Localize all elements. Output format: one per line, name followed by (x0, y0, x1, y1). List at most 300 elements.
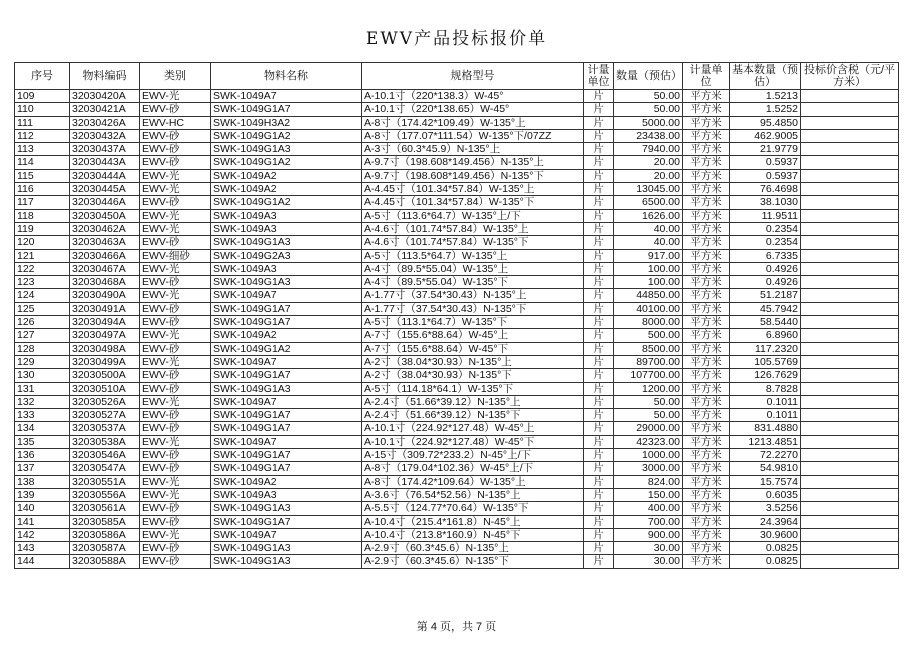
material-name-cell: SWK-1049A7 (211, 435, 362, 448)
measure-unit-cell: 平方米 (683, 422, 730, 435)
material-code-cell: 32030420A (70, 90, 140, 103)
spec-model-cell: A-7寸（155.6*88.64）W-45°上 (362, 329, 584, 342)
bid-price-cell (801, 302, 899, 315)
category-cell: EWV-砂 (140, 449, 211, 462)
category-cell: EWV-光 (140, 475, 211, 488)
measure-unit-cell: 平方米 (683, 488, 730, 501)
table-row (15, 342, 899, 355)
spec-model-cell: A-10.4寸（213.8*160.9）N-45°下 (362, 528, 584, 541)
header-cell: 规格型号 (362, 63, 584, 90)
row-index-cell: 115 (15, 169, 70, 182)
quantity-cell: 40.00 (614, 222, 683, 235)
spec-model-cell: A-4.6寸（101.74*57.84）W-135°上 (362, 222, 584, 235)
category-cell: EWV-砂 (140, 196, 211, 209)
category-cell: EWV-光 (140, 528, 211, 541)
row-index-cell: 133 (15, 409, 70, 422)
category-cell: EWV-光 (140, 289, 211, 302)
bid-price-cell (801, 395, 899, 408)
table-row (15, 382, 899, 395)
measure-unit-cell: 平方米 (683, 382, 730, 395)
spec-model-cell: A-8寸（174.42*109.49）W-135°上 (362, 116, 584, 129)
header-cell: 计量单位 (683, 63, 730, 90)
bid-price-cell (801, 462, 899, 475)
table-row (15, 355, 899, 368)
measure-unit-cell: 平方米 (683, 169, 730, 182)
category-cell: EWV-砂 (140, 276, 211, 289)
spec-model-cell: A-1.77寸（37.54*30.43）N-135°下 (362, 302, 584, 315)
quantity-cell: 23438.00 (614, 129, 683, 142)
base-quantity-cell: 15.7574 (730, 475, 801, 488)
unit-cell: 片 (584, 449, 614, 462)
bid-price-cell (801, 90, 899, 103)
material-code-cell: 32030443A (70, 156, 140, 169)
bid-price-cell (801, 262, 899, 275)
spec-model-cell: A-4.6寸（101.74*57.84）W-135°下 (362, 236, 584, 249)
table-row (15, 422, 899, 435)
quantity-cell: 20.00 (614, 156, 683, 169)
measure-unit-cell: 平方米 (683, 475, 730, 488)
header-cell: 序号 (15, 63, 70, 90)
spec-model-cell: A-2.9寸（60.3*45.6）N-135°下 (362, 555, 584, 568)
unit-cell: 片 (584, 262, 614, 275)
quantity-cell: 700.00 (614, 515, 683, 528)
row-index-cell: 117 (15, 196, 70, 209)
quantity-cell: 400.00 (614, 502, 683, 515)
spec-model-cell: A-3寸（60.3*45.9）N-135°上 (362, 143, 584, 156)
material-name-cell: SWK-1049G1A7 (211, 449, 362, 462)
material-code-cell: 32030432A (70, 129, 140, 142)
quantity-cell: 20.00 (614, 169, 683, 182)
quote-table (14, 62, 899, 569)
spec-model-cell: A-10.1寸（224.92*127.48）W-45°上 (362, 422, 584, 435)
measure-unit-cell: 平方米 (683, 249, 730, 262)
unit-cell: 片 (584, 515, 614, 528)
unit-cell: 片 (584, 236, 614, 249)
material-code-cell: 32030561A (70, 502, 140, 515)
row-index-cell: 138 (15, 475, 70, 488)
table-row (15, 462, 899, 475)
category-cell: EWV-光 (140, 90, 211, 103)
measure-unit-cell: 平方米 (683, 329, 730, 342)
bid-price-cell (801, 183, 899, 196)
spec-model-cell: A-9.7寸（198.608*149.456）N-135°下 (362, 169, 584, 182)
category-cell: EWV-砂 (140, 316, 211, 329)
base-quantity-cell: 0.2354 (730, 222, 801, 235)
measure-unit-cell: 平方米 (683, 449, 730, 462)
material-name-cell: SWK-1049G1A3 (211, 382, 362, 395)
category-cell: EWV-砂 (140, 129, 211, 142)
measure-unit-cell: 平方米 (683, 236, 730, 249)
base-quantity-cell: 0.4926 (730, 262, 801, 275)
quantity-cell: 900.00 (614, 528, 683, 541)
table-row (15, 289, 899, 302)
quantity-cell: 42323.00 (614, 435, 683, 448)
header-cell: 计量单位 (584, 63, 614, 90)
table-row (15, 222, 899, 235)
bid-price-cell (801, 196, 899, 209)
category-cell: EWV-光 (140, 222, 211, 235)
category-cell: EWV-砂 (140, 502, 211, 515)
base-quantity-cell: 0.0825 (730, 555, 801, 568)
table-row (15, 262, 899, 275)
unit-cell: 片 (584, 542, 614, 555)
unit-cell: 片 (584, 276, 614, 289)
base-quantity-cell: 3.5256 (730, 502, 801, 515)
row-index-cell: 131 (15, 382, 70, 395)
material-code-cell: 32030497A (70, 329, 140, 342)
material-code-cell: 32030494A (70, 316, 140, 329)
base-quantity-cell: 51.2187 (730, 289, 801, 302)
bid-price-cell (801, 435, 899, 448)
measure-unit-cell: 平方米 (683, 502, 730, 515)
base-quantity-cell: 0.5937 (730, 156, 801, 169)
unit-cell: 片 (584, 475, 614, 488)
bid-price-cell (801, 209, 899, 222)
material-name-cell: SWK-1049G1A3 (211, 502, 362, 515)
row-index-cell: 116 (15, 183, 70, 196)
unit-cell: 片 (584, 183, 614, 196)
bid-price-cell (801, 475, 899, 488)
quantity-cell: 1200.00 (614, 382, 683, 395)
material-code-cell: 32030444A (70, 169, 140, 182)
quantity-cell: 30.00 (614, 555, 683, 568)
measure-unit-cell: 平方米 (683, 103, 730, 116)
row-index-cell: 141 (15, 515, 70, 528)
table-row (15, 316, 899, 329)
spec-model-cell: A-2寸（38.04*30.93）N-135°下 (362, 369, 584, 382)
material-code-cell: 32030587A (70, 542, 140, 555)
bid-price-cell (801, 342, 899, 355)
material-name-cell: SWK-1049G1A7 (211, 409, 362, 422)
quantity-cell: 107700.00 (614, 369, 683, 382)
material-code-cell: 32030499A (70, 355, 140, 368)
base-quantity-cell: 76.4698 (730, 183, 801, 196)
material-name-cell: SWK-1049A7 (211, 90, 362, 103)
unit-cell: 片 (584, 528, 614, 541)
unit-cell: 片 (584, 502, 614, 515)
material-name-cell: SWK-1049A2 (211, 329, 362, 342)
bid-price-cell (801, 249, 899, 262)
unit-cell: 片 (584, 169, 614, 182)
bid-price-cell (801, 143, 899, 156)
quantity-cell: 29000.00 (614, 422, 683, 435)
measure-unit-cell: 平方米 (683, 183, 730, 196)
category-cell: EWV-光 (140, 355, 211, 368)
category-cell: EWV-砂 (140, 515, 211, 528)
material-code-cell: 32030510A (70, 382, 140, 395)
measure-unit-cell: 平方米 (683, 289, 730, 302)
quantity-cell: 44850.00 (614, 289, 683, 302)
category-cell: EWV-砂 (140, 103, 211, 116)
unit-cell: 片 (584, 422, 614, 435)
material-code-cell: 32030500A (70, 369, 140, 382)
unit-cell: 片 (584, 409, 614, 422)
bid-price-cell (801, 422, 899, 435)
material-code-cell: 32030421A (70, 103, 140, 116)
category-cell: EWV-光 (140, 395, 211, 408)
base-quantity-cell: 1.5213 (730, 90, 801, 103)
table-row (15, 475, 899, 488)
material-name-cell: SWK-1049H3A2 (211, 116, 362, 129)
base-quantity-cell: 45.7942 (730, 302, 801, 315)
measure-unit-cell: 平方米 (683, 435, 730, 448)
quantity-cell: 30.00 (614, 542, 683, 555)
bid-price-cell (801, 542, 899, 555)
material-name-cell: SWK-1049A2 (211, 475, 362, 488)
category-cell: EWV-光 (140, 209, 211, 222)
measure-unit-cell: 平方米 (683, 222, 730, 235)
material-name-cell: SWK-1049A7 (211, 355, 362, 368)
spec-model-cell: A-10.1寸（220*138.65）W-45° (362, 103, 584, 116)
measure-unit-cell: 平方米 (683, 462, 730, 475)
spec-model-cell: A-5寸（113.1*64.7）W-135°下 (362, 316, 584, 329)
base-quantity-cell: 831.4880 (730, 422, 801, 435)
table-row (15, 542, 899, 555)
material-code-cell: 32030537A (70, 422, 140, 435)
table-row (15, 103, 899, 116)
category-cell: EWV-HC (140, 116, 211, 129)
quantity-cell: 5000.00 (614, 116, 683, 129)
unit-cell: 片 (584, 222, 614, 235)
table-row (15, 449, 899, 462)
quantity-cell: 8500.00 (614, 342, 683, 355)
row-index-cell: 127 (15, 329, 70, 342)
quantity-cell: 917.00 (614, 249, 683, 262)
measure-unit-cell: 平方米 (683, 528, 730, 541)
material-name-cell: SWK-1049G1A2 (211, 196, 362, 209)
material-code-cell: 32030527A (70, 409, 140, 422)
material-code-cell: 32030547A (70, 462, 140, 475)
quantity-cell: 1000.00 (614, 449, 683, 462)
quantity-cell: 6500.00 (614, 196, 683, 209)
material-code-cell: 32030490A (70, 289, 140, 302)
base-quantity-cell: 0.4926 (730, 276, 801, 289)
material-code-cell: 32030546A (70, 449, 140, 462)
spec-model-cell: A-4.45寸（101.34*57.84）W-135°下 (362, 196, 584, 209)
category-cell: EWV-砂 (140, 342, 211, 355)
base-quantity-cell: 58.5440 (730, 316, 801, 329)
base-quantity-cell: 6.7335 (730, 249, 801, 262)
spec-model-cell: A-5寸（113.6*64.7）W-135°上/下 (362, 209, 584, 222)
row-index-cell: 109 (15, 90, 70, 103)
spec-model-cell: A-10.1寸（220*138.3）W-45° (362, 90, 584, 103)
spec-model-cell: A-10.4寸（215.4*161.8）N-45°上 (362, 515, 584, 528)
category-cell: EWV-光 (140, 488, 211, 501)
unit-cell: 片 (584, 462, 614, 475)
material-name-cell: SWK-1049G1A2 (211, 342, 362, 355)
row-index-cell: 120 (15, 236, 70, 249)
category-cell: EWV-砂 (140, 143, 211, 156)
spec-model-cell: A-2.4寸（51.66*39.12）N-135°下 (362, 409, 584, 422)
base-quantity-cell: 105.5769 (730, 355, 801, 368)
measure-unit-cell: 平方米 (683, 143, 730, 156)
base-quantity-cell: 21.9779 (730, 143, 801, 156)
bid-price-cell (801, 528, 899, 541)
spec-model-cell: A-8寸（179.04*102.36）W-45°上/下 (362, 462, 584, 475)
unit-cell: 片 (584, 129, 614, 142)
unit-cell: 片 (584, 488, 614, 501)
header-cell: 投标价含税（元/平方米） (801, 63, 899, 90)
quantity-cell: 7940.00 (614, 143, 683, 156)
header-cell: 物料名称 (211, 63, 362, 90)
base-quantity-cell: 462.9005 (730, 129, 801, 142)
row-index-cell: 121 (15, 249, 70, 262)
bid-price-cell (801, 103, 899, 116)
material-code-cell: 32030445A (70, 183, 140, 196)
material-name-cell: SWK-1049G1A7 (211, 462, 362, 475)
material-name-cell: SWK-1049A7 (211, 289, 362, 302)
spec-model-cell: A-10.1寸（224.92*127.48）W-45°下 (362, 435, 584, 448)
material-code-cell: 32030467A (70, 262, 140, 275)
base-quantity-cell: 117.2320 (730, 342, 801, 355)
document-title: EWV产品投标报价单 (365, 29, 548, 49)
category-cell: EWV-光 (140, 183, 211, 196)
material-code-cell: 32030585A (70, 515, 140, 528)
material-code-cell: 32030446A (70, 196, 140, 209)
unit-cell: 片 (584, 395, 614, 408)
material-code-cell: 32030462A (70, 222, 140, 235)
material-code-cell: 32030463A (70, 236, 140, 249)
category-cell: EWV-细砂 (140, 249, 211, 262)
row-index-cell: 122 (15, 262, 70, 275)
row-index-cell: 118 (15, 209, 70, 222)
category-cell: EWV-砂 (140, 462, 211, 475)
base-quantity-cell: 1.5252 (730, 103, 801, 116)
spec-model-cell: A-4寸（89.5*55.04）W-135°上 (362, 262, 584, 275)
measure-unit-cell: 平方米 (683, 90, 730, 103)
quantity-cell: 150.00 (614, 488, 683, 501)
bid-price-cell (801, 169, 899, 182)
material-name-cell: SWK-1049G1A3 (211, 542, 362, 555)
unit-cell: 片 (584, 209, 614, 222)
quantity-cell: 8000.00 (614, 316, 683, 329)
base-quantity-cell: 54.9810 (730, 462, 801, 475)
quantity-cell: 100.00 (614, 262, 683, 275)
material-name-cell: SWK-1049G1A3 (211, 276, 362, 289)
base-quantity-cell: 0.2354 (730, 236, 801, 249)
bid-price-cell (801, 156, 899, 169)
bid-price-cell (801, 329, 899, 342)
table-row (15, 302, 899, 315)
material-name-cell: SWK-1049A2 (211, 183, 362, 196)
base-quantity-cell: 0.1011 (730, 409, 801, 422)
table-row (15, 528, 899, 541)
unit-cell: 片 (584, 382, 614, 395)
quantity-cell: 89700.00 (614, 355, 683, 368)
measure-unit-cell: 平方米 (683, 355, 730, 368)
row-index-cell: 142 (15, 528, 70, 541)
unit-cell: 片 (584, 156, 614, 169)
category-cell: EWV-砂 (140, 382, 211, 395)
category-cell: EWV-砂 (140, 542, 211, 555)
row-index-cell: 114 (15, 156, 70, 169)
quantity-cell: 50.00 (614, 395, 683, 408)
spec-model-cell: A-1.77寸（37.54*30.43）N-135°上 (362, 289, 584, 302)
material-code-cell: 32030556A (70, 488, 140, 501)
spec-model-cell: A-5寸（113.5*64.7）W-135°上 (362, 249, 584, 262)
category-cell: EWV-砂 (140, 156, 211, 169)
material-code-cell: 32030498A (70, 342, 140, 355)
base-quantity-cell: 72.2270 (730, 449, 801, 462)
unit-cell: 片 (584, 289, 614, 302)
page-number: 第 4 页，共 7 页 (416, 621, 497, 633)
material-name-cell: SWK-1049A7 (211, 528, 362, 541)
bid-price-cell (801, 382, 899, 395)
measure-unit-cell: 平方米 (683, 542, 730, 555)
measure-unit-cell: 平方米 (683, 156, 730, 169)
base-quantity-cell: 0.0825 (730, 542, 801, 555)
category-cell: EWV-砂 (140, 409, 211, 422)
material-name-cell: SWK-1049G2A3 (211, 249, 362, 262)
row-index-cell: 123 (15, 276, 70, 289)
material-code-cell: 32030491A (70, 302, 140, 315)
material-name-cell: SWK-1049G1A7 (211, 316, 362, 329)
table-row (15, 129, 899, 142)
material-name-cell: SWK-1049G1A7 (211, 369, 362, 382)
unit-cell: 片 (584, 196, 614, 209)
unit-cell: 片 (584, 355, 614, 368)
base-quantity-cell: 8.7828 (730, 382, 801, 395)
row-index-cell: 140 (15, 502, 70, 515)
material-name-cell: SWK-1049G1A7 (211, 302, 362, 315)
table-body (15, 90, 899, 569)
table-row (15, 143, 899, 156)
measure-unit-cell: 平方米 (683, 262, 730, 275)
quantity-cell: 824.00 (614, 475, 683, 488)
header-cell: 数量（预估） (614, 63, 683, 90)
row-index-cell: 112 (15, 129, 70, 142)
category-cell: EWV-光 (140, 169, 211, 182)
unit-cell: 片 (584, 116, 614, 129)
bid-price-cell (801, 488, 899, 501)
material-name-cell: SWK-1049G1A2 (211, 129, 362, 142)
measure-unit-cell: 平方米 (683, 369, 730, 382)
row-index-cell: 126 (15, 316, 70, 329)
spec-model-cell: A-15寸（309.72*233.2）N-45°上/下 (362, 449, 584, 462)
table-row (15, 488, 899, 501)
table-row (15, 169, 899, 182)
spec-model-cell: A-4寸（89.5*55.04）W-135°下 (362, 276, 584, 289)
category-cell: EWV-砂 (140, 555, 211, 568)
base-quantity-cell: 38.1030 (730, 196, 801, 209)
quantity-cell: 500.00 (614, 329, 683, 342)
spec-model-cell: A-5寸（114.18*64.1）W-135°下 (362, 382, 584, 395)
material-code-cell: 32030426A (70, 116, 140, 129)
bid-price-cell (801, 502, 899, 515)
spec-model-cell: A-3.6寸（76.54*52.56）N-135°上 (362, 488, 584, 501)
table-row (15, 183, 899, 196)
table-row (15, 156, 899, 169)
unit-cell: 片 (584, 316, 614, 329)
quantity-cell: 13045.00 (614, 183, 683, 196)
unit-cell: 片 (584, 342, 614, 355)
table-row (15, 409, 899, 422)
unit-cell: 片 (584, 90, 614, 103)
bid-price-cell (801, 129, 899, 142)
row-index-cell: 111 (15, 116, 70, 129)
material-name-cell: SWK-1049G1A3 (211, 236, 362, 249)
spec-model-cell: A-2寸（38.04*30.93）N-135°上 (362, 355, 584, 368)
quantity-cell: 50.00 (614, 103, 683, 116)
table-row (15, 555, 899, 568)
base-quantity-cell: 0.1011 (730, 395, 801, 408)
header-cell: 基本数量（预估） (730, 63, 801, 90)
bid-price-cell (801, 289, 899, 302)
material-code-cell: 32030588A (70, 555, 140, 568)
bid-price-cell (801, 369, 899, 382)
category-cell: EWV-光 (140, 262, 211, 275)
table-row (15, 209, 899, 222)
